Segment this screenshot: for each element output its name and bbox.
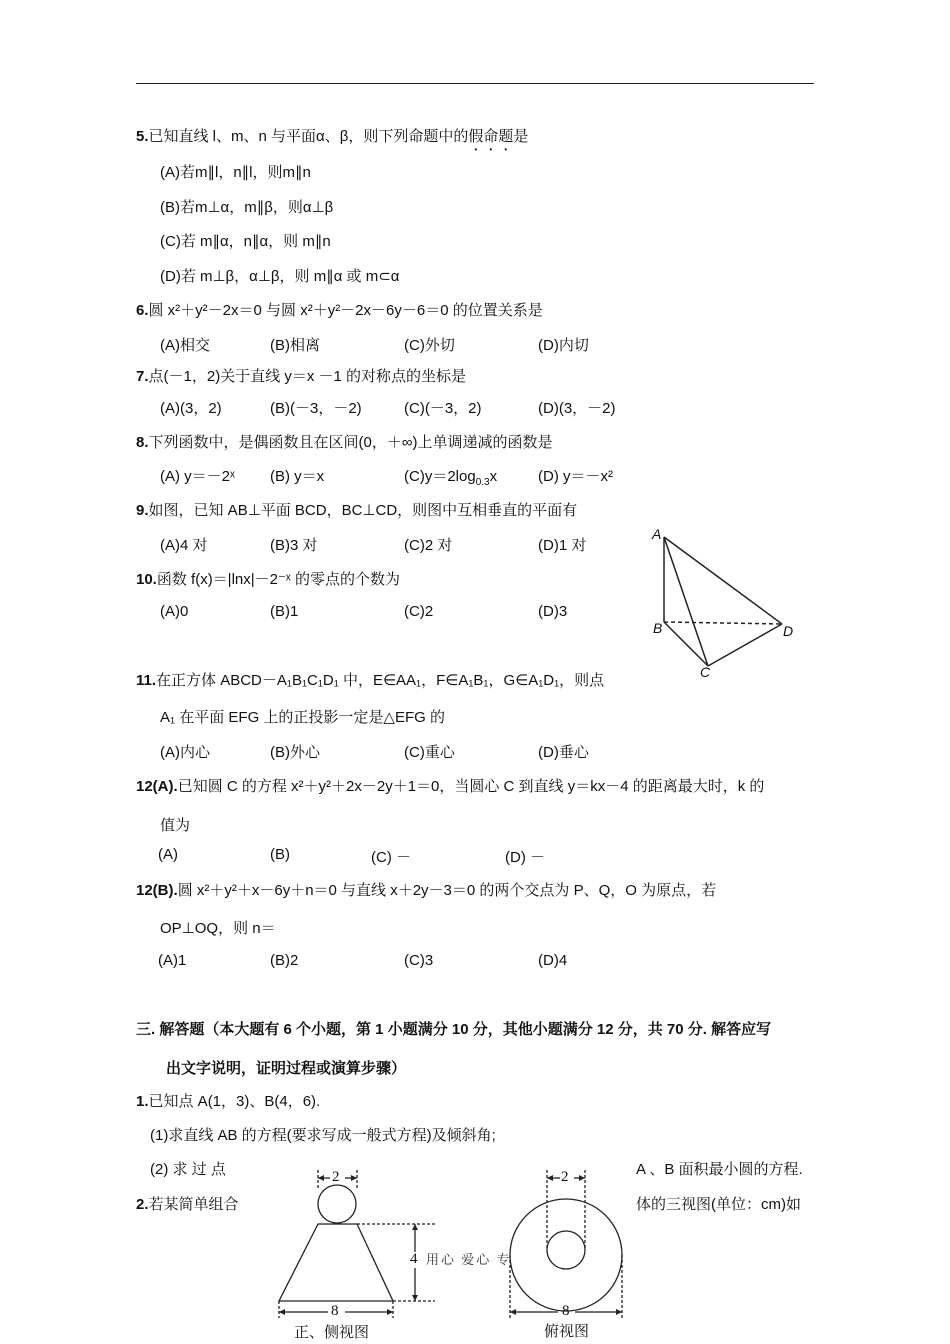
q12a-option-d: (D) － (505, 849, 545, 866)
q9-option-b: (B)3 对 (270, 537, 318, 554)
q10-option-c: (C)2 (404, 603, 434, 620)
q11-option-a: (A)内心 (160, 744, 210, 761)
q5-stem-text: 已知直线 l、m、n 与平面α、β，则下列命题中的 (148, 128, 469, 145)
q12b-option-a: (A)1 (158, 952, 187, 969)
q12a-number: 12(A). (136, 778, 178, 795)
q8-option-d: (D) y＝－x² (538, 468, 613, 485)
q8-stem-text: 下列函数中，是偶函数且在区间(0，＋∞)上单调递减的函数是 (148, 434, 553, 451)
front-view-frustum (279, 1224, 393, 1301)
q10-stem-text: 函数 f(x)＝|lnx|－2⁻ˣ 的零点的个数为 (156, 571, 401, 588)
q9-option-d: (D)1 对 (538, 537, 587, 554)
dim-top-right: 2 (561, 1169, 569, 1185)
q9-stem-text: 如图，已知 AB⊥平面 BCD，BC⊥CD，则图中互相垂直的平面有 (148, 502, 578, 519)
s1-part1: (1)求直线 AB 的方程(要求写成一般式方程)及倾斜角; (150, 1127, 496, 1144)
q12a-stem-line2: 值为 (160, 817, 191, 834)
s1-part2-left: (2) 求 过 点 (150, 1161, 226, 1178)
q10-option-a: (A)0 (160, 603, 189, 620)
q12b-stem-line2: OP⊥OQ，则 n＝ (160, 920, 276, 937)
q12a-option-a: (A) (158, 846, 178, 863)
q11-stem-line2: A₁ 在平面 EFG 上的正投影一定是△EFG 的 (160, 709, 445, 726)
q5-option-d: (D)若 m⊥β，α⊥β，则 m∥α 或 m⊂α (160, 268, 400, 285)
q7-number: 7. (136, 368, 149, 385)
q6-stem-text: 圆 x²＋y²－2x＝0 与圆 x²＋y²－2x－6y－6＝0 的位置关系是 (148, 302, 543, 319)
top-view-outer-circle (510, 1199, 622, 1311)
q5-option-a: (A)若m∥l，n∥l，则m∥n (160, 164, 311, 181)
q5-emphasis: 假命题 (468, 128, 514, 145)
q12b-number: 12(B). (136, 882, 178, 899)
caption-front-side-view: 正、侧视图 (294, 1325, 370, 1341)
fig9-label-b: B (653, 620, 663, 636)
fig9-label-d: D (783, 623, 794, 639)
dim-height: 4 (410, 1251, 418, 1267)
q10-number: 10. (136, 571, 157, 588)
q5-number: 5. (136, 128, 149, 145)
q8-option-c-post: x (489, 468, 498, 485)
s2-number: 2. (136, 1196, 149, 1213)
q6-option-c: (C)外切 (404, 337, 455, 354)
q12a-option-b: (B) (270, 846, 290, 863)
q11-option-c: (C)重心 (404, 744, 455, 761)
q7-option-a: (A)(3，2) (160, 400, 222, 417)
q7-option-d: (D)(3，－2) (538, 400, 616, 417)
q8-option-b: (B) y＝x (270, 468, 325, 485)
fig9-label-c: C (700, 664, 711, 680)
s1-stem-text: 已知点 A(1，3)、B(4，6). (148, 1093, 321, 1110)
fig9-label-a: A (652, 526, 662, 542)
dim-top-left: 2 (332, 1169, 340, 1185)
s2-stem-right: 体的三视图(单位：cm)如 (636, 1196, 801, 1213)
q6-number: 6. (136, 302, 149, 319)
q8-option-c-sub: 0.3 (475, 477, 490, 488)
dim-bottom-right: 8 (562, 1303, 570, 1319)
q12b-option-b: (B)2 (270, 952, 299, 969)
top-view-inner-circle (547, 1231, 585, 1269)
q8-option-c-pre: (C)y＝2log (404, 468, 476, 485)
q6-option-b: (B)相离 (270, 337, 320, 354)
q7-option-c: (C)(－3，2) (404, 400, 482, 417)
s1-number: 1. (136, 1093, 149, 1110)
section3-title: 三. 解答题（本大题有 6 个小题，第 1 小题满分 10 分，其他小题满分 12 分，共 70 分. 解答应写 (136, 1021, 772, 1038)
q12b-option-d: (D)4 (538, 952, 568, 969)
q11-number: 11. (136, 672, 157, 689)
q6-option-a: (A)相交 (160, 337, 210, 354)
q12b-option-c: (C)3 (404, 952, 434, 969)
q9-option-c: (C)2 对 (404, 537, 453, 554)
q7-option-b: (B)(－3，－2) (270, 400, 362, 417)
q11-option-d: (D)垂心 (538, 744, 589, 761)
q5-option-c: (C)若 m∥α，n∥α，则 m∥n (160, 233, 331, 250)
q7-stem-text: 点(－1，2)关于直线 y＝x －1 的对称点的坐标是 (148, 368, 467, 385)
s2-left-text: 若某简单组合 (148, 1196, 239, 1213)
caption-top-view: 俯视图 (544, 1324, 590, 1340)
dim-bottom-left: 8 (331, 1303, 339, 1319)
q10-option-b: (B)1 (270, 603, 299, 620)
q11-option-b: (B)外心 (270, 744, 320, 761)
q9-number: 9. (136, 502, 149, 519)
q5-option-b: (B)若m⊥α，m∥β，则α⊥β (160, 199, 334, 216)
q11-stem-text: 在正方体 ABCD－A₁B₁C₁D₁ 中，E∈AA₁，F∈A₁B₁，G∈A₁D₁，则点 (156, 672, 605, 689)
q12a-option-c: (C) － (371, 849, 411, 866)
q8-number: 8. (136, 434, 149, 451)
front-view-sphere (318, 1185, 356, 1223)
q12a-stem-text: 已知圆 C 的方程 x²＋y²＋2x－2y＋1＝0，当圆心 C 到直线 y＝kx－4 的距离最大时，k 的 (177, 778, 765, 795)
q10-option-d: (D)3 (538, 603, 568, 620)
q6-option-d: (D)内切 (538, 337, 589, 354)
q9-option-a: (A)4 对 (160, 537, 208, 554)
section3-title-line2: 出文字说明，证明过程或演算步骤） (166, 1060, 407, 1077)
q12b-stem-text: 圆 x²＋y²＋x－6y＋n＝0 与直线 x＋2y－3＝0 的两个交点为 P、Q，O 为原点，若 (177, 882, 717, 899)
q5-stem-end: 是 (513, 128, 529, 145)
q8-option-a: (A) y＝－2ˣ (160, 468, 235, 485)
s1-part2-right: A 、B 面积最小圆的方程. (636, 1161, 803, 1178)
watermark-text: 用心 爱心 专 (426, 1252, 512, 1267)
